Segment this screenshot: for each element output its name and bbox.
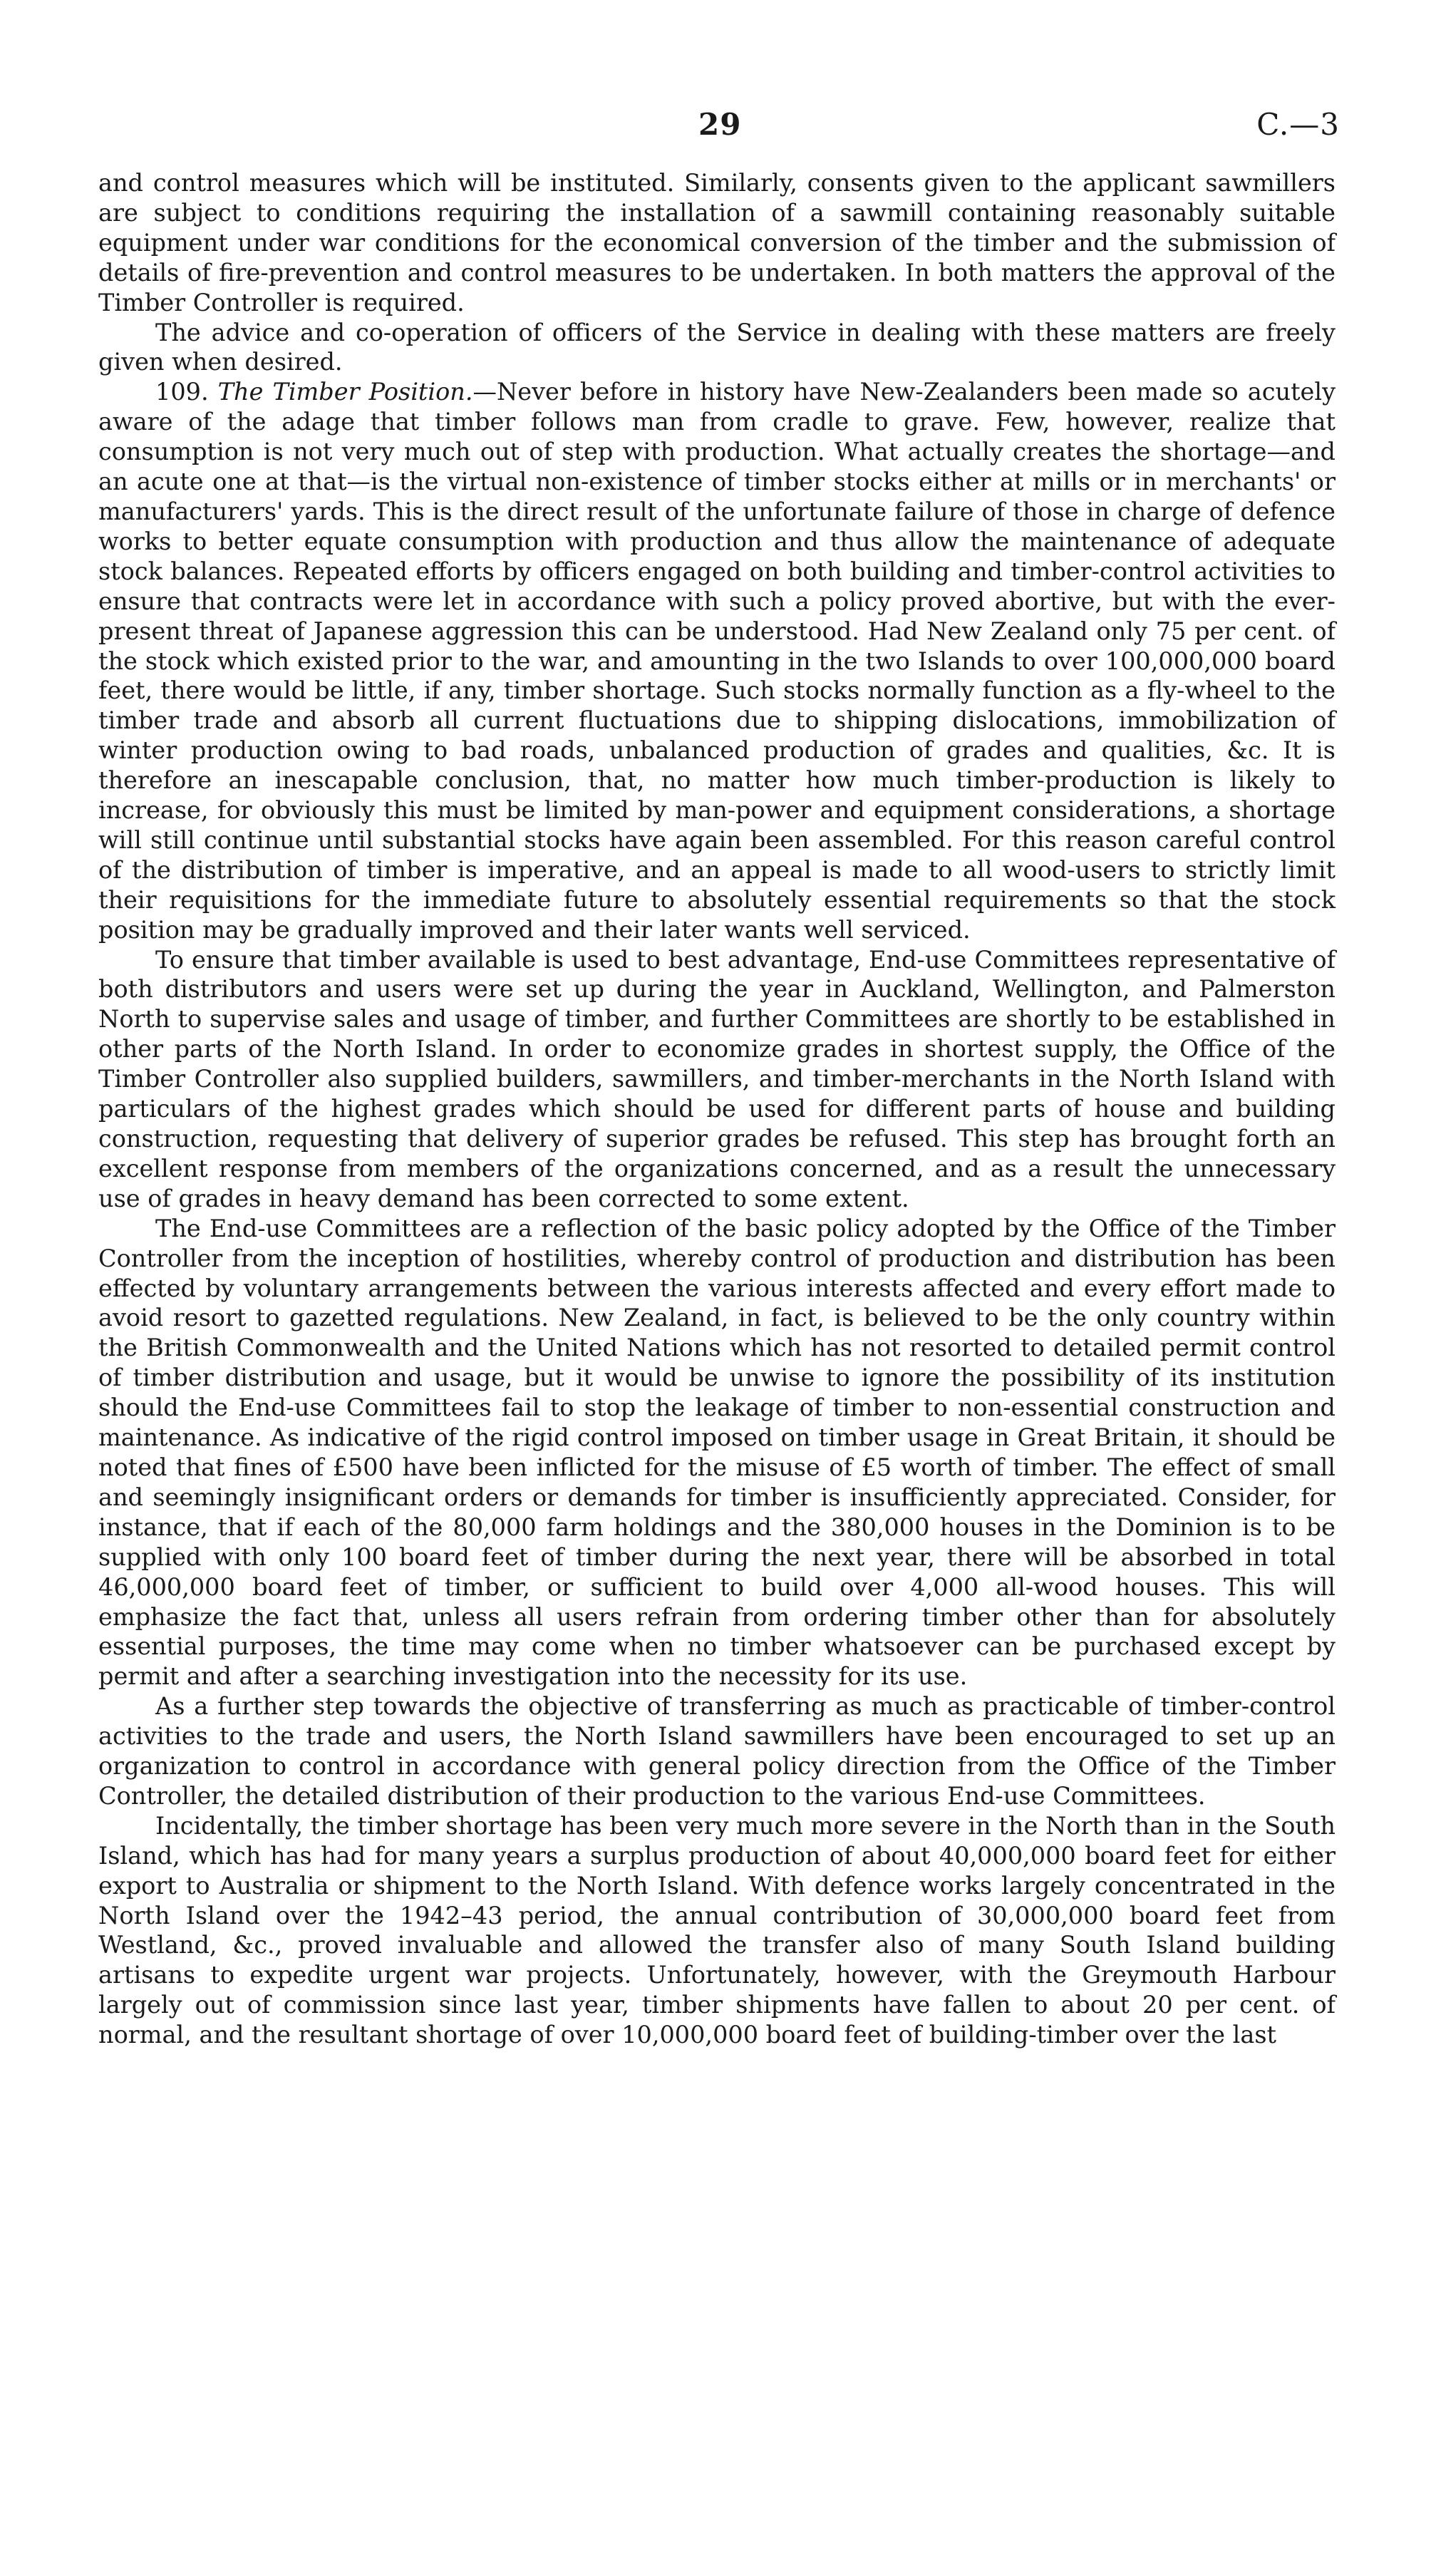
paragraph-continuation: and control measures which will be instituted. Similarly, consents given to the applicant sawmillers are subject to conditions requiring the installation of a sawmill containing reasonably suitable equipment under war conditions for the economical conversion of the timber and the submission of details of fire-prevention and control measures to be undertaken. In both matters the approval of the Timber Controller is required. <box>98 169 1336 316</box>
paragraph-timber-position <box>98 377 1336 944</box>
page-header <box>0 107 1431 150</box>
section-number: 109. <box>155 378 209 406</box>
paragraph-basic-policy: The End-use Committees are a reflection of the basic policy adopted by the Office of the Timber Controller from the inception of hostilities, whereby control of production and distribution has been effected by voluntary arrangements between the various interests affected and every effort made to avoid resort to gazetted regulations. New Zealand, in fact, is believed to be the only country within the British Commonwealth and the United Nations which has not resorted to detailed permit control of timber distribution and usage, but it would be unwise to ignore the possibility of its institution should the End-use Committees fail to stop the leakage of timber to non-essential construction and maintenance. As indicative of the rigid control imposed on timber usage in Great Britain, it should be noted that fines of £500 have been inflicted for the misuse of £5 worth of timber. The effect of small and seemingly insignificant orders or demands for timber is insufficiently appreciated. Consider, for instance, that if each of the 80,000 farm holdings and the 380,000 houses in the Dominion is to be supplied with only 100 board feet of timber during the next year, there will be absorbed in total 46,000,000 board feet of timber, or sufficient to build over 4,000 all-wood houses. This will emphasize the fact that, unless all users refrain from ordering timber other than for absolutely essential purposes, the time may come when no timber whatsoever can be purchased except by permit and after a searching investigation into the necessity for its use. <box>98 1214 1336 1691</box>
paragraph-advice: The advice and co-operation of officers of the Service in dealing with these matters are freely given when desired. <box>98 318 1336 376</box>
section-body: —Never before in history have New-Zealanders been made so acutely aware of the adage that timber follows man from cradle to grave. Few, however, realize that consumption is not very much out of step with production. What actually creates the shortage—and an acute one at that—is the virtual non-existence of timber stocks either at mills or in merchants' or manufacturers' yards. This is the direct result of the unfortunate failure of those in charge of defence works to better equate consumption with production and thus allow the maintenance of adequate stock balances. Repeated efforts by officers engaged on both building and timber-control activities to ensure that contracts were let in accordance with such a policy proved abortive, but with the ever-present threat of Japanese aggression this can be understood. Had New Zealand only 75 per cent. of the stock which existed prior to the war, and amounting in the two Islands to over 100,000,000 board feet, there would be little, if any, timber shortage. Such stocks normally function as a fly-wheel to the timber trade and absorb all current fluctuations due to shipping dislocations, immobilization of winter production owing to bad roads, unbalanced production of grades and qualities, &c. It is therefore an inescapable conclusion, that, no matter how much timber-production is likely to increase, for obviously this must be limited by man-power and equipment considerations, a shortage will still continue until substantial stocks have again been assembled. For this reason careful control of the distribution of timber is imperative, and an appeal is made to all wood-users to strictly limit their requisitions for the immediate future to absolutely essential requirements so that the stock position may be gradually improved and their later wants well serviced. <box>98 378 1336 944</box>
section-heading: The Timber Position. <box>217 378 473 406</box>
paragraph-further-step: As a further step towards the objective of transferring as much as practicable of timber-control activities to the trade and users, the North Island sawmillers have been encouraged to set up an organization to control in accordance with general policy direction from the Office of the Timber Controller, the detailed distribution of their production to the various End-use Committees. <box>98 1692 1336 1810</box>
page-number: 29 <box>698 107 742 142</box>
paragraph-end-use-committees: To ensure that timber available is used to best advantage, End-use Committees representative of both distributors and users were set up during the year in Auckland, Wellington, and Palmerston North to supervise sales and usage of timber, and further Committees are shortly to be established in other parts of the North Island. In order to economize grades in shortest supply, the Office of the Timber Controller also supplied builders, sawmillers, and timber-merchants in the North Island with particulars of the highest grades which should be used for different parts of house and building construction, requesting that delivery of superior grades be refused. This step has brought forth an excellent response from members of the organizations concerned, and as a result the unnecessary use of grades in heavy demand has been corrected to some extent. <box>98 945 1336 1212</box>
paragraph-incidentally: Incidentally, the timber shortage has been very much more severe in the North than in the South Island, which has had for many years a surplus production of about 40,000,000 board feet for either export to Australia or shipment to the North Island. With defence works largely concentrated in the North Island over the 1942–43 period, the annual contribution of 30,000,000 board feet from Westland, &c., proved invaluable and allowed the transfer also of many South Island building artisans to expedite urgent war projects. Unfortunately, however, with the Greymouth Harbour largely out of commission since last year, timber shipments have fallen to about 20 per cent. of normal, and the resultant shortage of over 10,000,000 board feet of building-timber over the last <box>98 1811 1336 2049</box>
document-reference: C.—3 <box>1256 107 1340 142</box>
body-text <box>98 168 1336 2520</box>
